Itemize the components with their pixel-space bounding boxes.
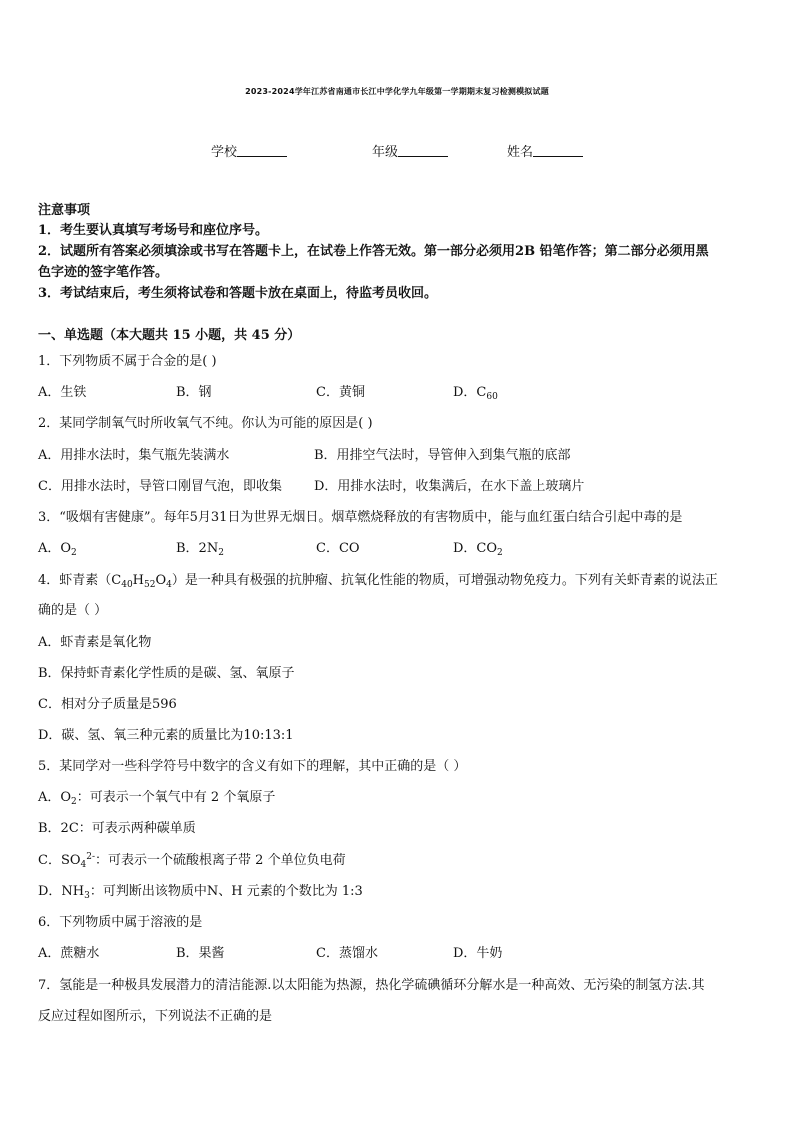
q5-option-a: A．$O_2$：可表示一个氧气中有 2 个氧原子 [38, 790, 276, 807]
q2-option-b: B．用排空气法时，导管伸入到集气瓶的底部 [314, 448, 571, 463]
question-7-stem-cont: 反应过程如图所示，下列说法不正确的是 [38, 1009, 273, 1024]
school-field [211, 141, 287, 160]
q3-option-c: C．CO [316, 541, 360, 556]
notice-item: 1．考生要认真填写考场号和座位序号。 [38, 223, 269, 238]
question-4-stem: 4．虾青素$(C_{40}H_{52}O_4)$是一种具有极强的抗肿瘤、抗氧化性能的物质，可增强动物免疫力。下列有关虾青素的说法正 [38, 573, 718, 590]
school-label: 学校 [211, 145, 238, 160]
q6-option-c: C．蒸馏水 [316, 946, 378, 961]
grade-blank[interactable] [398, 144, 448, 157]
page-title: 2023-2024学年江苏省南通市长江中学化学九年级第一学期期末复习检测模拟试题 [245, 87, 549, 96]
q2-option-a: A．用排水法时，集气瓶先装满水 [38, 448, 230, 463]
notice-item: 色字迹的签字笔作答。 [38, 265, 169, 280]
q5-option-d: D．$NH_3$：可判断出该物质中N、H 元素的个数比为 1:3 [38, 884, 363, 901]
name-field [507, 141, 583, 160]
q4-option-c: C．相对分子质量是596 [38, 697, 177, 712]
q5-option-c: C．$SO_4^{2-}$：可表示一个硫酸根离子带 2 个单位负电荷 [38, 852, 346, 870]
notice-item: 3．考试结束后，考生须将试卷和答题卡放在桌面上，待监考员收回。 [38, 286, 438, 301]
question-6-stem: 6．下列物质中属于溶液的是 [38, 915, 203, 930]
grade-label: 年级 [372, 145, 399, 160]
question-4-stem-cont: 确的是（ ） [38, 603, 108, 618]
q3-option-b: B．$2N_2$ [176, 541, 224, 558]
q2-option-d: D．用排水法时，收集满后，在水下盖上玻璃片 [314, 479, 585, 494]
grade-field [372, 141, 448, 160]
q6-option-d: D．牛奶 [453, 946, 503, 961]
name-label: 姓名 [507, 145, 534, 160]
q6-option-b: B．果酱 [176, 946, 225, 961]
q1-option-a: A．生铁 [38, 385, 87, 400]
question-7-stem: 7．氢能是一种极具发展潜力的清洁能源.以太阳能为热源，热化学硫碘循环分解水是一种高效、无污染的制氢方法.其 [38, 978, 705, 993]
q6-option-a: A．蔗糖水 [38, 946, 100, 961]
notice-heading: 注意事项 [38, 203, 91, 218]
question-1-stem: 1．下列物质不属于合金的是( ) [38, 354, 217, 369]
q2-option-c: C．用排水法时，导管口刚冒气泡，即收集 [38, 479, 282, 494]
question-5-stem: 5．某同学对一些科学符号中数字的含义有如下的理解，其中正确的是（ ） [38, 759, 467, 774]
q1-option-d: D．$C_{60}$ [453, 385, 498, 402]
q3-option-d: D．$CO_2$ [453, 541, 503, 558]
q5-option-b: B．2C：可表示两种碳单质 [38, 821, 196, 836]
section-heading: 一、单选题（本大题共 15 小题，共 45 分） [38, 328, 301, 343]
question-2-stem: 2．某同学制氧气时所收氧气不纯。你认为可能的原因是( ) [38, 416, 373, 431]
q3-option-a: A．$O_2$ [38, 541, 77, 558]
school-blank[interactable] [237, 144, 287, 157]
q4-option-a: A．虾青素是氧化物 [38, 635, 152, 650]
q1-option-b: B．钢 [176, 385, 212, 400]
q1-option-c: C．黄铜 [316, 385, 365, 400]
q4-option-d: D．碳、氢、氧三种元素的质量比为10:13:1 [38, 728, 294, 743]
q4-option-b: B．保持虾青素化学性质的是碳、氢、氧原子 [38, 666, 295, 681]
name-blank[interactable] [533, 144, 583, 157]
question-3-stem: 3．“吸烟有害健康”。每年5月31日为世界无烟日。烟草燃烧释放的有害物质中，能与血红蛋白结合引起中毒的是 [38, 510, 683, 525]
notice-item: 2．试题所有答案必须填涂或书写在答题卡上，在试卷上作答无效。第一部分必须用2B 铅笔作答；第二部分必须用黑 [38, 244, 709, 259]
